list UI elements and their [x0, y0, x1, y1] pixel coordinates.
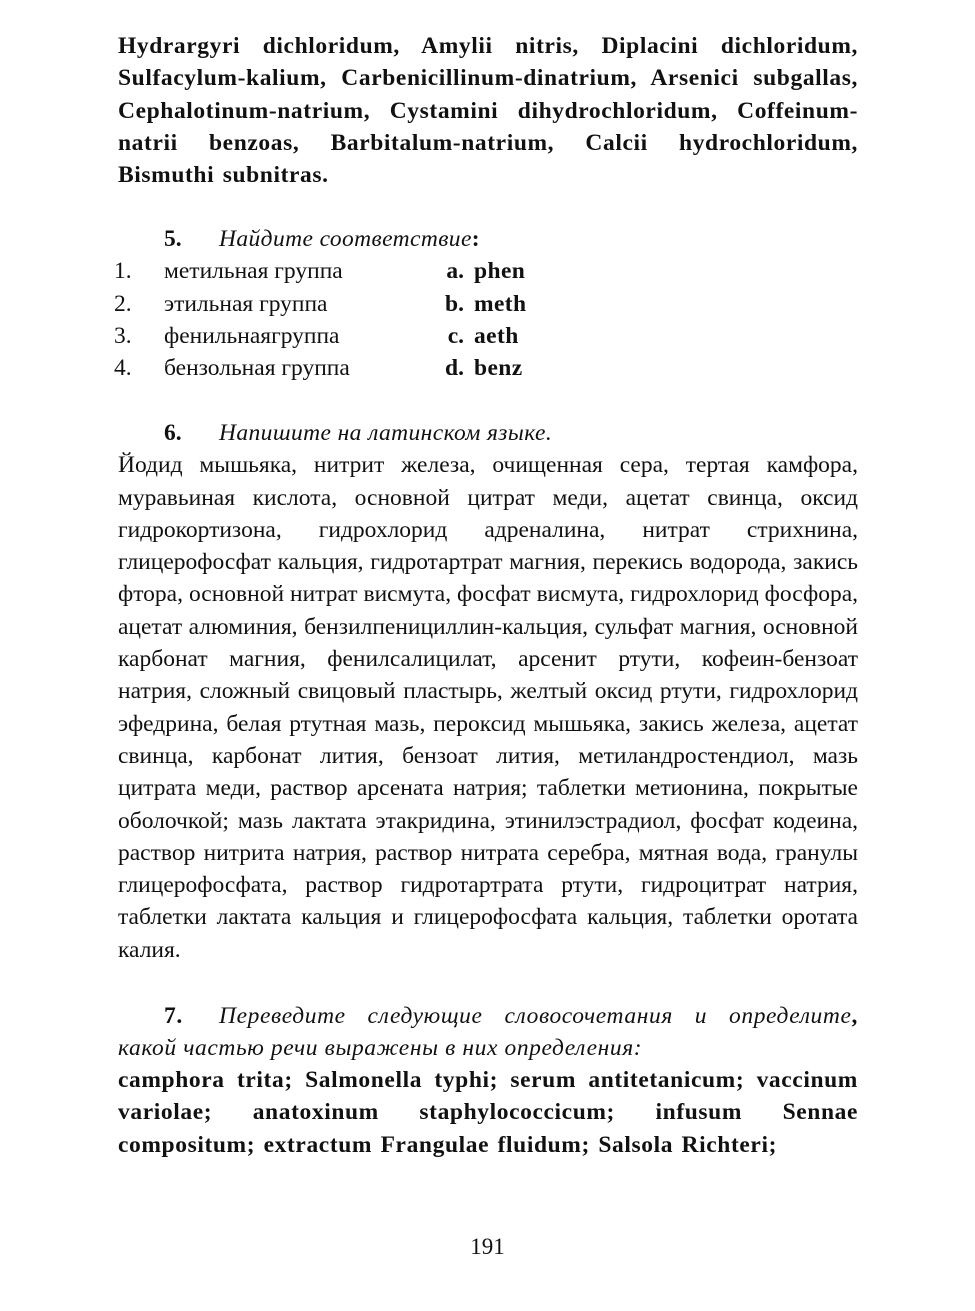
row-index: 3. [114, 322, 132, 349]
matching-row [114, 288, 858, 320]
row-index: 4. [114, 355, 132, 382]
task-7-title-part1: Переведите следующие словосочетания и определите [219, 1002, 852, 1029]
matching-list [114, 255, 858, 384]
task-5-heading [118, 223, 858, 255]
matching-row [114, 320, 858, 352]
row-key: c. [447, 322, 464, 349]
task-5-title: Найдите соответствие [219, 226, 472, 253]
row-latin: meth [474, 290, 527, 317]
row-key: b. [445, 290, 464, 317]
task-6-title: Напишите на латинском языке. [219, 420, 553, 447]
task-5-number: 5. [164, 226, 182, 253]
page-content [114, 30, 858, 1161]
task-7-number: 7. [164, 1002, 183, 1029]
row-key: d. [445, 355, 464, 382]
task-7-title-part2: какой частью речи выражены в них определения: [118, 1034, 643, 1061]
latin-names-paragraph: Hydrargyri dichloridum, Amylii nitris, Diplacini dichloridum, Sulfacylum-kalium, Carbenicillinum-dinatrium, Arsenici subgallas, Cephalotinum-natrium, Cystamini dihydrochloridum, Coffeinum-natrii benzoas, Barbitalum-natrium, Calcii hydrochloridum, Bismuthi subnitras. [118, 33, 858, 189]
task-6-body: Йодид мышьяка, нитрит железа, очищенная сера, тертая камфора, муравьиная кислота, основной цитрат меди, ацетат свинца, оксид гидрокортизона, гидрохлорид адреналина, нитрат стрихнина, глицерофосфат кальция, гидротартрат магния, перекись водорода, закись фтора, основной нитрат висмута, фосфат висмута, гидрохлорид фосфора, ацетат алюминия, бензилпенициллин-кальция, сульфат магния, основной карбонат магния, фенилсалицилат, арсенит ртути, кофеин-бензоат натрия, сложный свицовый пластырь, желтый оксид ртути, гидрохлорид эфедрина, белая ртутная мазь, пероксид мышьяка, закись железа, ацетат свинца, карбонат лития, бензоат лития, метиландростендиол, мазь цитрата меди, раствор арсената натрия; таблетки метионина, покрытые оболочкой; мазь лактата этакридина, этинилэстрадиол, фосфат кодеина, раствор нитрита натрия, раствор нитрата серебра, мятная вода, гранулы глицерофосфата, раствор гидротартрата ртути, гидроцитрат натрия, таблетки лактата кальция и глицерофосфата кальция, таблетки оротата калия. [118, 452, 858, 963]
row-latin: phen [474, 258, 526, 285]
row-index: 1. [114, 258, 132, 285]
matching-row [114, 255, 858, 287]
matching-row [114, 352, 858, 384]
task-5-colon: : [471, 226, 480, 253]
task-7-body: camphora trita; Salmonella typhi; serum antitetanicum; vaccinum variolae; anatoxinum staphylococcicum; infusum Sennae compositum; extractum Frangulae fluidum; Salsola Richteri; [118, 1066, 858, 1158]
page-number: 191 [470, 1234, 505, 1259]
row-term: фенильнаягруппа [164, 322, 340, 349]
row-term: этильная группа [164, 290, 328, 317]
row-latin: aeth [474, 322, 519, 349]
task-6-heading [118, 417, 858, 449]
task-7-comma: , [851, 1002, 858, 1029]
row-index: 2. [114, 290, 132, 317]
task-6-number: 6. [164, 420, 182, 447]
task-7-heading [118, 1000, 858, 1064]
row-latin: benz [474, 355, 523, 382]
row-key: a. [446, 258, 464, 285]
row-term: бензольная группа [164, 355, 350, 382]
row-term: метильная группа [164, 258, 343, 285]
